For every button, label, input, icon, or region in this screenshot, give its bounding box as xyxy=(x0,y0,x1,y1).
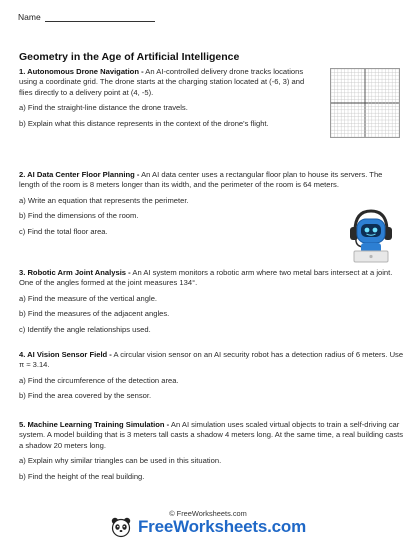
problem-1-text: An AI-controlled delivery drone tracks locations using a coordinate grid. The drone starts at the charging station located at (-6, 3) and flies directly to a delivery point at (4, -5). xyxy=(19,67,305,97)
problem-4-text: A circular vision sensor on an AI security robot has a detection radius of 6 meters. Use π ≈ 3.14. xyxy=(19,350,404,370)
problem-3-heading: 3. Robotic Arm Joint Analysis - xyxy=(19,268,131,277)
problem-5 xyxy=(19,420,404,482)
problem-5-text: An AI simulation uses scaled virtual objects to train a self-driving car system. A model building that is 3 meters tall casts a shadow 4 meters long. At the same time, a real building casts a shadow 20 meters long. xyxy=(19,420,404,450)
problem-5-heading: 5. Machine Learning Training Simulation - xyxy=(19,420,170,429)
problem-2-question-c: c) Find the total floor area. xyxy=(19,226,108,236)
panda-logo-icon xyxy=(110,516,132,538)
problem-2-text: An AI data center uses a rectangular floor plan to house its servers. The length of the room is 8 meters longer than its width, and the perimeter of the room is 64 meters. xyxy=(19,170,383,190)
name-field xyxy=(18,12,155,22)
problem-2-question-a: a) Write an equation that represents the perimeter. xyxy=(19,195,189,205)
problem-4 xyxy=(19,350,404,402)
problem-2-heading: 2. AI Data Center Floor Planning - xyxy=(19,170,140,179)
footer-copyright-link[interactable]: © FreeWorksheets.com xyxy=(169,509,247,518)
footer-brand xyxy=(0,516,416,538)
name-label: Name xyxy=(18,12,41,22)
problem-5-question-b: b) Find the height of the real building. xyxy=(19,471,145,481)
problem-3 xyxy=(19,268,404,335)
problem-4-question-a: a) Find the circumference of the detection area. xyxy=(19,375,179,385)
problem-3-question-a: a) Find the measure of the vertical angle. xyxy=(19,293,158,303)
name-blank-line[interactable] xyxy=(45,13,155,22)
robot-headset-icon xyxy=(341,205,401,265)
footer-brand-text: FreeWorksheets.com xyxy=(137,517,307,536)
coordinate-grid xyxy=(330,68,400,138)
problem-1-question-a: a) Find the straight-line distance the drone travels. xyxy=(19,103,188,113)
worksheet-title: Geometry in the Age of Artificial Intelligence xyxy=(19,51,240,63)
problem-3-question-c: c) Identify the angle relationships used. xyxy=(19,324,151,334)
problem-4-heading: 4. AI Vision Sensor Field - xyxy=(19,350,112,359)
problem-3-text: An AI system monitors a robotic arm where two metal bars intersect at a joint. One of the angles formed at the joint measures 134°. xyxy=(19,268,393,288)
problem-1-heading: 1. Autonomous Drone Navigation - xyxy=(19,67,144,76)
problem-2-question-b: b) Find the dimensions of the room. xyxy=(19,211,139,221)
problem-4-question-b: b) Find the area covered by the sensor. xyxy=(19,391,152,401)
problem-3-question-b: b) Find the measures of the adjacent angles. xyxy=(19,309,170,319)
problem-5-question-a: a) Explain why similar triangles can be used in this situation. xyxy=(19,456,222,466)
problem-1-question-b: b) Explain what this distance represents in the context of the drone's flight. xyxy=(19,118,269,128)
problem-1 xyxy=(19,67,319,129)
